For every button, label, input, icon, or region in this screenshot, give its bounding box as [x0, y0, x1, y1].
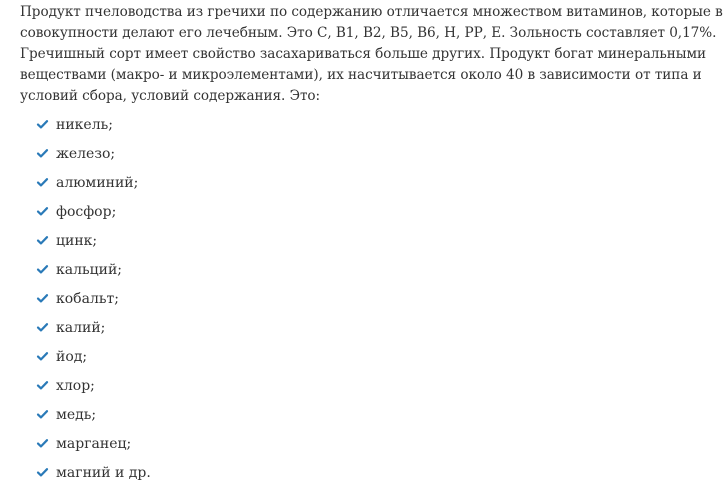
check-icon: [37, 468, 53, 477]
check-icon: [37, 120, 53, 129]
intro-line: веществами (макро- и микроэлементами), их насчитывается около 40 в зависимости от типа и: [20, 67, 702, 83]
intro-line: Гречишный сорт имеет свойство засахариваться больше других. Продукт богат минеральными: [20, 46, 707, 62]
check-icon: [37, 352, 53, 361]
intro-paragraph: [20, 0, 723, 107]
list-item-label: фосфор;: [56, 203, 117, 220]
list-item-label: калий;: [56, 319, 106, 336]
list-item: [20, 110, 151, 139]
list-item: [20, 371, 151, 400]
check-icon: [37, 149, 53, 158]
check-icon: [37, 294, 53, 303]
check-icon: [37, 439, 53, 448]
list-item: [20, 284, 151, 313]
list-item: [20, 226, 151, 255]
check-icon: [37, 236, 53, 245]
list-item-label: йод;: [56, 348, 88, 365]
intro-line: Продукт пчеловодства из гречихи по содержанию отличается множеством витаминов, которые в: [20, 4, 723, 20]
list-item: [20, 197, 151, 226]
list-item: [20, 255, 151, 284]
list-item: [20, 429, 151, 458]
list-item-label: марганец;: [56, 435, 132, 452]
list-item-label: никель;: [56, 116, 113, 133]
list-item-label: медь;: [56, 406, 97, 423]
intro-line: совокупности делают его лечебным. Это С, В1, В2, В5, В6, Н, РР, Е. Зольность составляет 0,17%.: [20, 25, 717, 41]
check-icon: [37, 265, 53, 274]
list-item: [20, 458, 151, 487]
mineral-list: [20, 110, 151, 487]
list-item-label: цинк;: [56, 232, 98, 249]
check-icon: [37, 207, 53, 216]
list-item-label: магний и др.: [56, 464, 151, 481]
list-item-label: алюминий;: [56, 174, 139, 191]
list-item: [20, 139, 151, 168]
list-item: [20, 342, 151, 371]
check-icon: [37, 323, 53, 332]
check-icon: [37, 410, 53, 419]
list-item-label: кальций;: [56, 261, 122, 278]
list-item-label: железо;: [56, 145, 116, 162]
check-icon: [37, 178, 53, 187]
list-item-label: хлор;: [56, 377, 95, 394]
check-icon: [37, 381, 53, 390]
article-body: [20, 0, 723, 481]
list-item-label: кобальт;: [56, 290, 119, 307]
intro-line: условий сбора, условий содержания. Это:: [20, 88, 321, 104]
list-item: [20, 168, 151, 197]
list-item: [20, 400, 151, 429]
list-item: [20, 313, 151, 342]
